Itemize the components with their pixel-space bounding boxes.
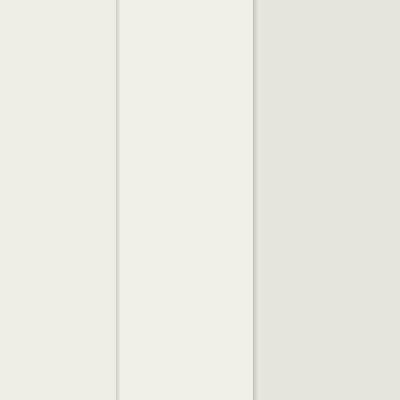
committee-column-left — [0, 0, 116, 400]
music-program-column-right — [253, 0, 400, 400]
committee-column-middle — [116, 0, 254, 400]
page-fold-shadow — [254, 0, 258, 400]
page-fold-shadow — [117, 0, 121, 400]
